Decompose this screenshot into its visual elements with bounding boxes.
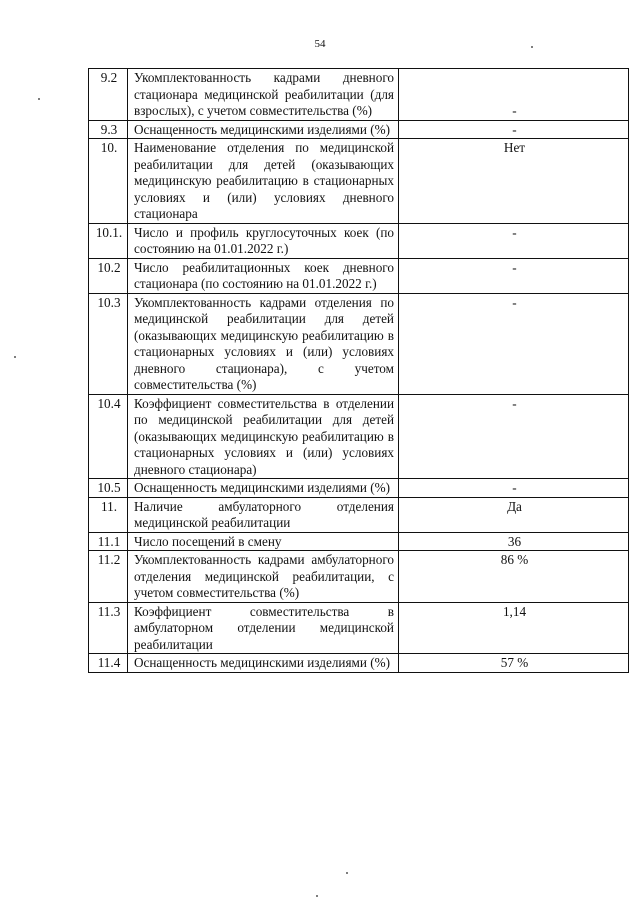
row-description: Укомплектованность кадрами отделения по медицинской реабилитации для детей (оказывающих медицинскую реабилитацию в стационарных условиях и (или) условиях дневного стационара), с учетом совместительства (%) [128,293,399,394]
row-number: 11.1 [89,532,128,551]
scan-speck [38,98,40,100]
table-row [89,223,629,258]
row-number: 11.4 [89,654,128,673]
row-description: Оснащенность медицинскими изделиями (%) [128,654,399,673]
row-number: 11.3 [89,602,128,654]
row-value: 86 % [399,551,629,603]
row-number: 11. [89,497,128,532]
table-row [89,602,629,654]
row-value: Нет [399,139,629,224]
table-row [89,532,629,551]
row-description: Оснащенность медицинскими изделиями (%) [128,479,399,498]
table-row [89,69,629,121]
scan-speck [316,895,318,897]
scan-speck [346,872,348,874]
table-row [89,497,629,532]
row-value: 1,14 [399,602,629,654]
row-value: - [399,293,629,394]
row-value: 57 % [399,654,629,673]
row-value: 36 [399,532,629,551]
table-row [89,654,629,673]
row-description: Коэффициент совместительства в отделении по медицинской реабилитации для детей (оказывающих медицинскую реабилитацию в стационарных условиях и (или) условиях дневного стационара) [128,394,399,479]
row-value: - [399,69,629,121]
row-description: Наличие амбулаторного отделения медицинской реабилитации [128,497,399,532]
table-row [89,551,629,603]
scan-speck [14,356,16,358]
table-row [89,120,629,139]
table-row [89,258,629,293]
row-value: Да [399,497,629,532]
table-row [89,293,629,394]
row-value: - [399,394,629,479]
report-table-body [89,69,629,673]
row-number: 10.3 [89,293,128,394]
row-description: Число посещений в смену [128,532,399,551]
table-row [89,479,629,498]
page-number: 54 [314,38,326,50]
row-number: 10.2 [89,258,128,293]
row-value: - [399,223,629,258]
row-number: 11.2 [89,551,128,603]
row-value: - [399,258,629,293]
scan-speck [531,46,533,48]
row-description: Укомплектованность кадрами амбулаторного отделения медицинской реабилитации, с учетом совместительства (%) [128,551,399,603]
row-description: Наименование отделения по медицинской реабилитации для детей (оказывающих медицинскую реабилитацию в стационарных условиях и (или) условиях дневного стационара [128,139,399,224]
row-number: 10.4 [89,394,128,479]
row-value: - [399,479,629,498]
report-table [88,68,629,673]
row-number: 10.1. [89,223,128,258]
row-description: Укомплектованность кадрами дневного стационара медицинской реабилитации (для взрослых), с учетом совместительства (%) [128,69,399,121]
row-number: 10. [89,139,128,224]
row-number: 9.2 [89,69,128,121]
row-description: Коэффициент совместительства в амбулаторном отделении медицинской реабилитации [128,602,399,654]
row-number: 9.3 [89,120,128,139]
row-description: Оснащенность медицинскими изделиями (%) [128,120,399,139]
row-value: - [399,120,629,139]
row-number: 10.5 [89,479,128,498]
table-row [89,394,629,479]
row-description: Число реабилитационных коек дневного стационара (по состоянию на 01.01.2022 г.) [128,258,399,293]
row-description: Число и профиль круглосуточных коек (по состоянию на 01.01.2022 г.) [128,223,399,258]
table-row [89,139,629,224]
